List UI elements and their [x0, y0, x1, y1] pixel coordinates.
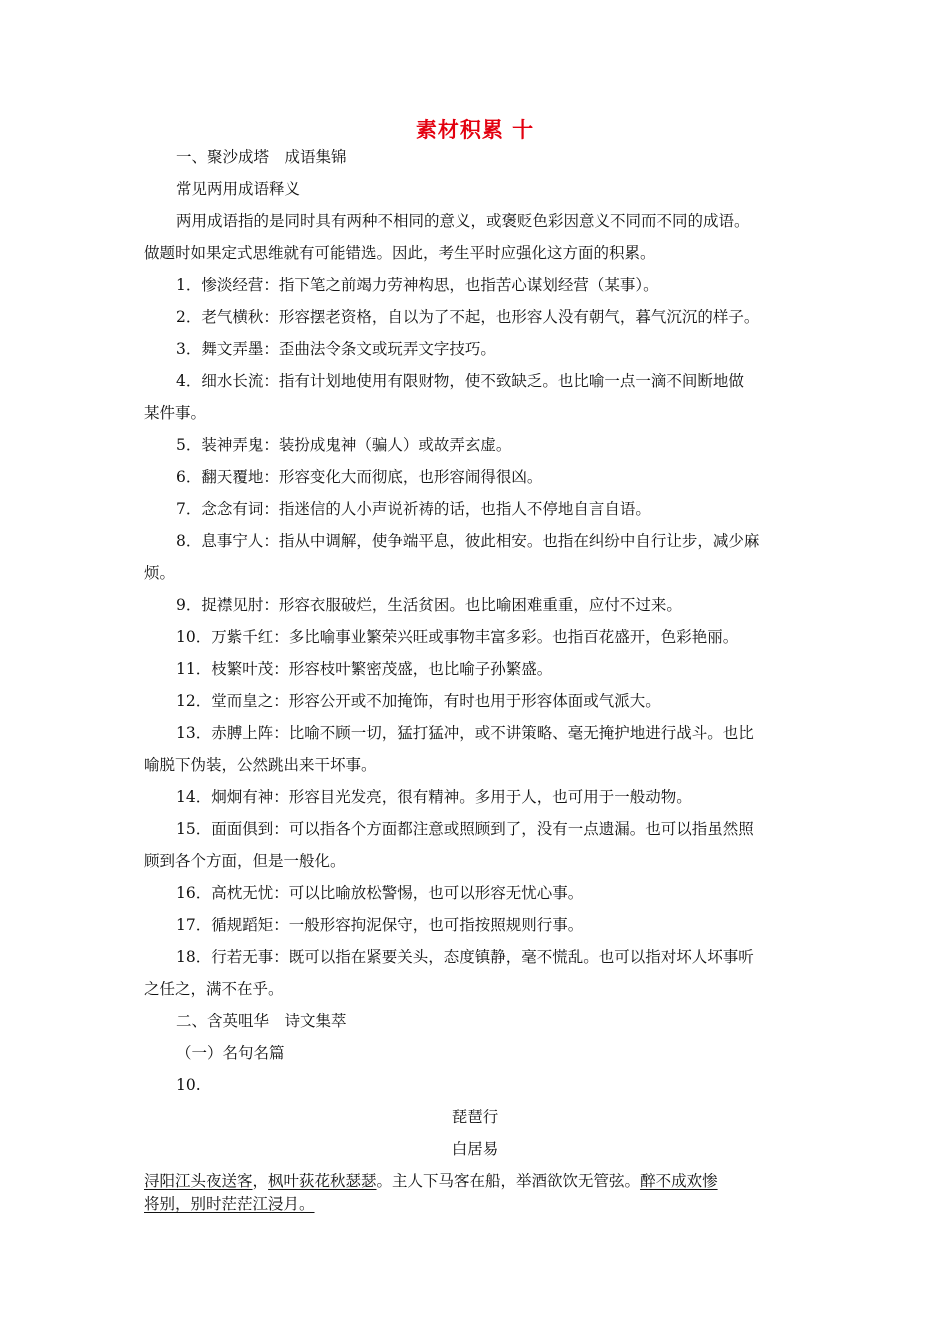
idiom-item: 8．息事宁人：指从中调解，使争端平息，彼此相安。也指在纠纷中自行让步，减少麻 [176, 532, 760, 550]
idiom-item: 1．惨淡经营：指下笔之前竭力劳神构思，也指苦心谋划经营（某事）。 [176, 276, 659, 294]
section-heading: 一、聚沙成塔 成语集锦 [176, 148, 347, 166]
poem-text-line [144, 1171, 718, 1191]
idiom-item: 13．赤膊上阵：比喻不顾一切，猛打猛冲，或不讲策略、毫无掩护地进行战斗。也比 [176, 724, 754, 742]
idiom-item: 11．枝繁叶茂：形容枝叶繁密茂盛，也比喻子孙繁盛。 [176, 660, 553, 678]
item-number: 10. [176, 1076, 201, 1094]
underlined-phrase: 浔阳江头夜送客 [144, 1172, 253, 1190]
idiom-item: 17．循规蹈矩：一般形容拘泥保守，也可指按照规则行事。 [176, 916, 584, 934]
idiom-item: 15．面面俱到：可以指各个方面都注意或照顾到了，没有一点遗漏。也可以指虽然照 [176, 820, 754, 838]
idiom-item-continuation: 顾到各个方面，但是一般化。 [144, 852, 346, 870]
idiom-item-continuation: 喻脱下伪装，公然跳出来干坏事。 [144, 756, 377, 774]
idiom-item: 3．舞文弄墨：歪曲法令条文或玩弄文字技巧。 [176, 340, 496, 358]
underlined-phrase: 醉不成欢惨 [640, 1172, 718, 1190]
idiom-item: 4．细水长流：指有计划地使用有限财物，使不致缺乏。也比喻一点一滴不间断地做 [176, 372, 744, 390]
idiom-item: 12．堂而皇之：形容公开或不加掩饰，有时也用于形容体面或气派大。 [176, 692, 661, 710]
idiom-item: 18．行若无事：既可以指在紧要关头，态度镇静，毫不慌乱。也可以指对坏人坏事听 [176, 948, 754, 966]
idiom-item: 14．炯炯有神：形容目光发亮，很有精神。多用于人，也可用于一般动物。 [176, 788, 692, 806]
idiom-item-continuation: 之任之，满不在乎。 [144, 980, 284, 998]
idiom-item: 10．万紫千红：多比喻事业繁荣兴旺或事物丰富多彩。也指百花盛开，色彩艳丽。 [176, 628, 739, 646]
intro-paragraph-line: 两用成语指的是同时具有两种不相同的意义，或褒贬色彩因意义不同而不同的成语。 [176, 212, 750, 230]
underlined-phrase: 枫叶荻花秋瑟瑟 [268, 1172, 377, 1190]
poem-text-line [144, 1194, 315, 1214]
subheading: （一）名句名篇 [176, 1044, 285, 1062]
poem-title: 琵琶行 [451, 1108, 499, 1126]
poem-text: 。主人下马客在船，举酒欲饮无管弦。 [376, 1172, 641, 1190]
idiom-item: 5．装神弄鬼：装扮成鬼神（骗人）或故弄玄虚。 [176, 436, 512, 454]
underlined-phrase: 将别，别时茫茫江浸月。 [144, 1195, 315, 1213]
idiom-item-continuation: 某件事。 [144, 404, 207, 422]
section-heading: 二、含英咀华 诗文集萃 [176, 1012, 347, 1030]
document-title: 素材积累 十 [415, 118, 535, 142]
punctuation: ， [252, 1172, 269, 1190]
idiom-item-continuation: 烦。 [144, 564, 176, 582]
idiom-item: 16．高枕无忧：可以比喻放松警惕，也可以形容无忧心事。 [176, 884, 584, 902]
poem-author: 白居易 [451, 1140, 499, 1158]
idiom-item: 6．翻天覆地：形容变化大而彻底，也形容闹得很凶。 [176, 468, 543, 486]
idiom-item: 2．老气横秋：形容摆老资格，自以为了不起，也形容人没有朝气，暮气沉沉的样子。 [176, 308, 760, 326]
subheading: 常见两用成语释义 [176, 180, 301, 198]
intro-paragraph-line: 做题时如果定式思维就有可能错选。因此，考生平时应强化这方面的积累。 [144, 244, 656, 262]
idiom-item: 9．捉襟见肘：形容衣服破烂，生活贫困。也比喻困难重重，应付不过来。 [176, 596, 682, 614]
idiom-item: 7．念念有词：指迷信的人小声说祈祷的话，也指人不停地自言自语。 [176, 500, 651, 518]
